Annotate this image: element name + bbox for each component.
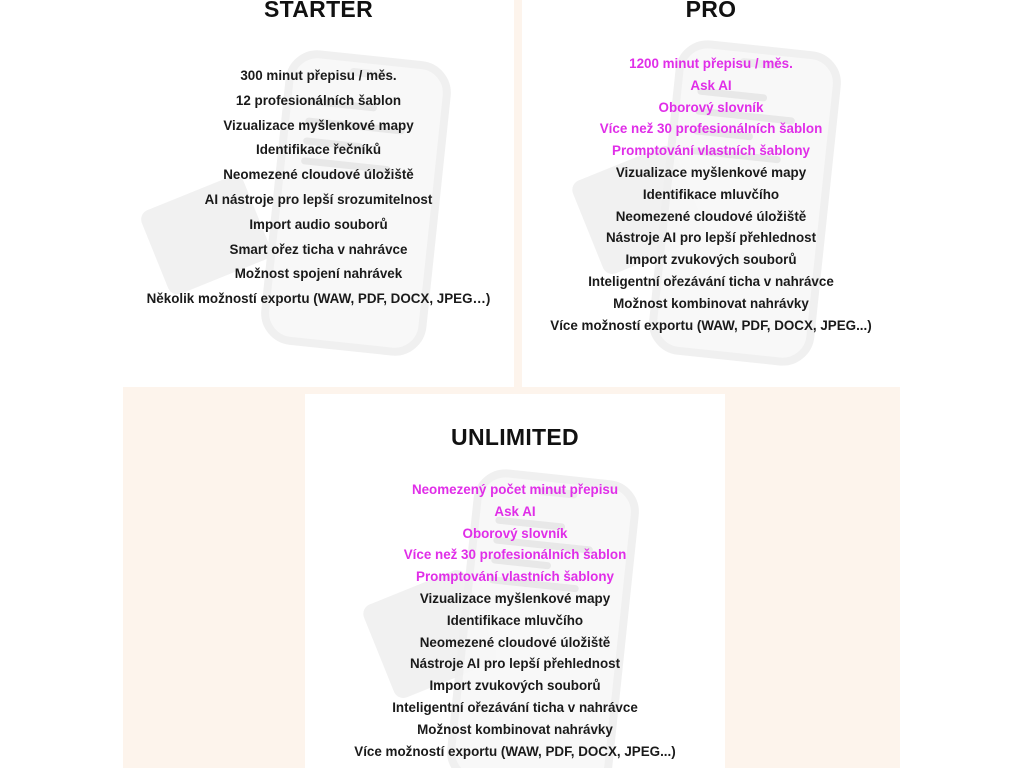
feature-item: Promptování vlastních šablony — [612, 143, 810, 159]
feature-item: Více možností exportu (WAW, PDF, DOCX, JPEG...) — [354, 743, 676, 759]
feature-item: Identifikace mluvčího — [642, 186, 780, 202]
feature-item: Možnost kombinovat nahrávky — [613, 295, 809, 311]
feature-item: Vizualizace myšlenkové mapy — [615, 164, 807, 180]
feature-item: Oborový slovník — [658, 99, 764, 115]
feature-item: Oborový slovník — [462, 525, 568, 541]
feature-item: Inteligentní ořezávání ticha v nahrávce — [588, 273, 834, 289]
feature-list — [305, 481, 725, 764]
plan-title: UNLIMITED — [451, 424, 579, 450]
feature-item: Několik možností exportu (WAW, PDF, DOCX, JPEG…) — [146, 291, 491, 307]
plan-title: STARTER — [263, 0, 373, 22]
feature-item: Promptování vlastních šablony — [416, 569, 614, 585]
feature-item: Ask AI — [690, 77, 732, 93]
feature-item: Více než 30 profesionálních šablon — [403, 547, 627, 563]
feature-item: Smart ořez ticha v nahrávce — [229, 241, 408, 257]
feature-item: 300 minut přepisu / měs. — [240, 68, 397, 83]
plan-card-pro — [522, 0, 900, 387]
feature-item: 12 profesionálních šablon — [235, 92, 402, 108]
feature-item: Nástroje AI pro lepší přehlednost — [605, 230, 817, 246]
plan-card-unlimited — [305, 394, 725, 768]
feature-item: Možnost kombinovat nahrávky — [417, 721, 613, 737]
feature-list — [522, 55, 900, 338]
feature-item: Inteligentní ořezávání ticha v nahrávce — [392, 699, 638, 715]
feature-item: Import zvukových souborů — [625, 252, 797, 268]
feature-item: Neomezené cloudové úložiště — [223, 167, 414, 183]
feature-item: Identifikace mluvčího — [446, 612, 584, 628]
feature-item: Vizualizace myšlenkové mapy — [419, 590, 611, 606]
feature-item: Nástroje AI pro lepší přehlednost — [409, 656, 621, 672]
feature-item: Neomezené cloudové úložiště — [419, 634, 611, 650]
feature-item: Import audio souborů — [249, 216, 388, 232]
feature-item: Neomezený počet minut přepisu — [411, 482, 619, 497]
plan-card-starter — [123, 0, 514, 387]
plan-title: PRO — [685, 0, 737, 22]
feature-item: Možnost spojení nahrávek — [234, 266, 403, 282]
feature-item: Neomezené cloudové úložiště — [615, 208, 807, 224]
feature-item: Identifikace řečníků — [255, 142, 382, 158]
feature-list — [123, 67, 514, 315]
feature-item: Vizualizace myšlenkové mapy — [223, 117, 414, 133]
feature-item: Více možností exportu (WAW, PDF, DOCX, JPEG...) — [550, 317, 872, 333]
feature-item: Více než 30 profesionálních šablon — [599, 121, 823, 137]
feature-item: 1200 minut přepisu / měs. — [629, 56, 793, 71]
feature-item: Ask AI — [494, 503, 536, 519]
feature-item: AI nástroje pro lepší srozumitelnost — [204, 191, 433, 207]
feature-item: Import zvukových souborů — [429, 678, 601, 694]
